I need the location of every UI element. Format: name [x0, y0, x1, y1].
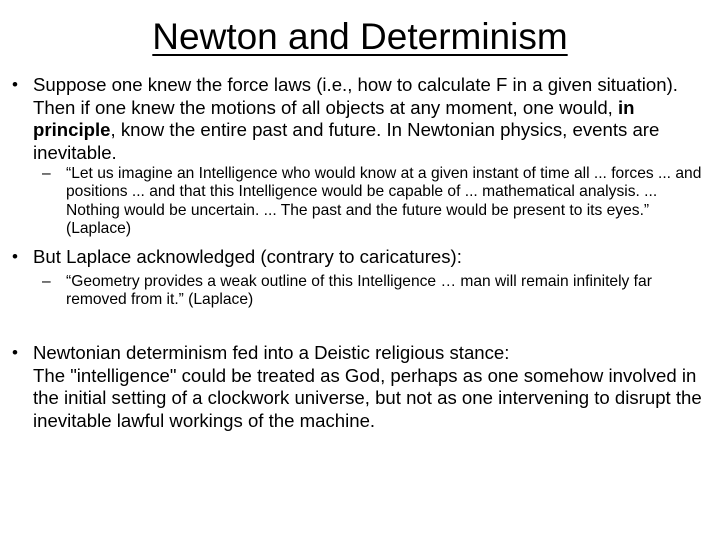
bullet-text: Suppose one knew the force laws (i.e., how to calculate F in a given situation). Then if one knew the motions of all objects at any moment, one would, in principle, know the entire past and future. In Newtonian physics, events are inevitable. — [33, 74, 678, 163]
bullet-line-1: Newtonian determinism fed into a Deistic religious stance: — [33, 342, 510, 363]
subbullet-text: “Let us imagine an Intelligence who would know at a given instant of time all ... forces ... and positions ... and that this Intelligence would be capable of ... mathematical analysis. ... Nothing would be uncertain. ... The past and the future would be present to its eyes.” (Laplace) — [66, 165, 702, 237]
bullet-line-2: The "intelligence" could be treated as God, perhaps as one somehow involved in the initial setting of a clockwork universe, but not as one intervening to disrupt the inevitable lawful workings of the machine. — [33, 364, 702, 431]
bullet-marker: • — [12, 247, 18, 266]
subbullet-marker: – — [42, 165, 51, 182]
slide-title: Newton and Determinism — [152, 16, 568, 57]
subbullet-text: “Geometry provides a weak outline of this Intelligence … man will remain infinitely far removed from it.” (Laplace) — [66, 273, 652, 309]
bullet-marker: • — [12, 343, 18, 362]
bullet-text: But Laplace acknowledged (contrary to caricatures): — [33, 246, 462, 267]
subbullet-marker: – — [42, 273, 51, 290]
bullet-marker: • — [12, 75, 18, 94]
bullet-text — [33, 342, 719, 432]
